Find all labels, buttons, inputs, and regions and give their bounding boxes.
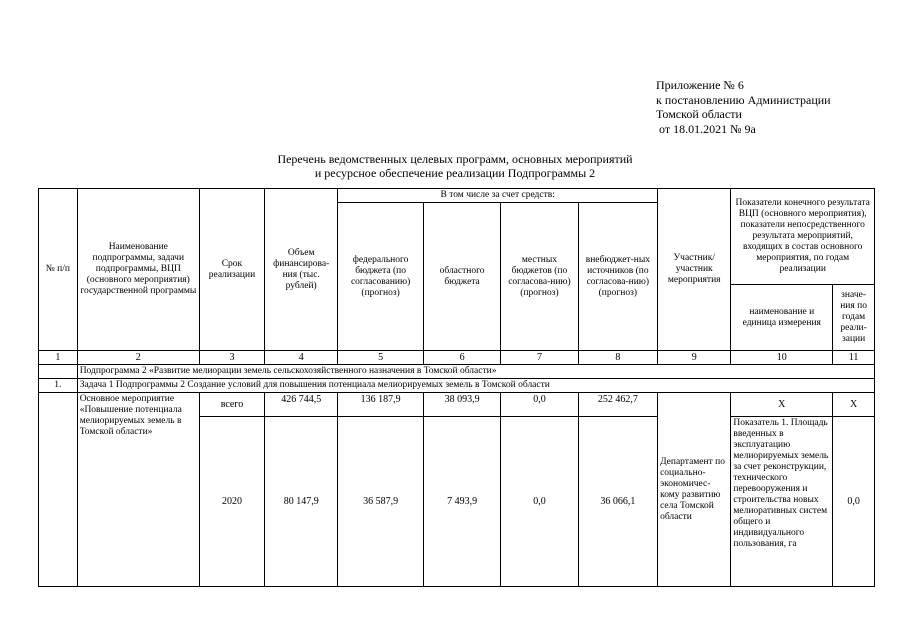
appendix-line: от 18.01.2021 № 9а [656,121,756,136]
activities-table [38,188,875,587]
term-2020: 2020 [199,417,264,587]
column-number: 2 [77,351,199,365]
column-number: 4 [265,351,338,365]
column-number: 5 [338,351,424,365]
activity-total-row [39,393,875,417]
regional-total: 38 093,9 [423,393,500,417]
title-line: и ресурсное обеспечение реализации Подпрограммы 2 [314,166,596,180]
column-number: 3 [199,351,264,365]
column-number: 7 [501,351,578,365]
header-regional: областного бюджета [423,203,500,351]
column-number: 10 [731,351,833,365]
document-title [220,152,690,180]
column-numbers-row [39,351,875,365]
header-local: местных бюджетов (по согласова-нию) (прогноз) [501,203,578,351]
header-indicator-name: наименование и единица измерения [731,285,833,351]
column-number: 6 [423,351,500,365]
indicator-name-2020: Показатель 1. Площадь введенных в эксплуатацию мелиорируемых земель за счет реконструкции, технического перевооружения и строительства новых мелиоративных систем общего и индивидуального пользования, га [731,417,833,587]
task-title: Задача 1 Подпрограммы 2 Создание условий для повышения потенциала мелиорируемых земель в Томской области [77,379,874,393]
column-number: 11 [833,351,875,365]
indicator-name-total: Х [731,393,833,417]
term-total: всего [199,393,264,417]
header-extra: внебюджет-ных источников (по согласова-нию) (прогноз) [578,203,657,351]
local-2020: 0,0 [501,417,578,587]
column-number: 9 [658,351,731,365]
subprogram-title: Подпрограмма 2 «Развитие мелиорации земель сельскохозяйственного назначения в Томской области» [77,365,874,379]
header-name: Наименование подпрограммы, задачи подпрограммы, ВЦП (основного мероприятия) государственной программы [77,189,199,351]
header-participant: Участник/ участник мероприятия [658,189,731,351]
volume-2020: 80 147,9 [265,417,338,587]
activity-name: Основное мероприятие «Повышение потенциала мелиорируемых земель в Томской области» [77,393,199,587]
header-federal: федерального бюджета (по согласованию) (прогноз) [338,203,424,351]
column-number: 1 [39,351,78,365]
column-number: 8 [578,351,657,365]
indicator-value-2020: 0,0 [833,417,875,587]
appendix-line: Приложение № 6 [656,78,744,92]
header-indicator-values: значе-ния по годам реали-зации [833,285,875,351]
activity-participant: Департамент по социально-экономичес-кому развитию села Томской области [658,393,731,587]
task-row [39,379,875,393]
header-num: № п/п [39,189,78,351]
volume-total: 426 744,5 [265,393,338,417]
regional-2020: 7 493,9 [423,417,500,587]
appendix-header [656,78,831,136]
header-term: Срок реализации [199,189,264,351]
federal-total: 136 187,9 [338,393,424,417]
appendix-line: к постановлению Администрации [656,92,831,107]
local-total: 0,0 [501,393,578,417]
extra-2020: 36 066,1 [578,417,657,587]
federal-2020: 36 587,9 [338,417,424,587]
indicator-value-total: Х [833,393,875,417]
header-indicators: Показатели конечного результата ВЦП (основного мероприятия), показатели непосредственного результата мероприятий, входящих в состав основного мероприятия, по годам реализации [731,189,875,285]
title-line: Перечень ведомственных целевых программ, основных мероприятий [277,152,633,166]
extra-total: 252 462,7 [578,393,657,417]
appendix-line: Томской области [656,107,742,121]
subprogram-row [39,365,875,379]
header-including: В том числе за счет средств: [338,189,658,203]
header-volume: Объем финансирова-ния (тыс. рублей) [265,189,338,351]
task-number: 1. [39,379,78,393]
